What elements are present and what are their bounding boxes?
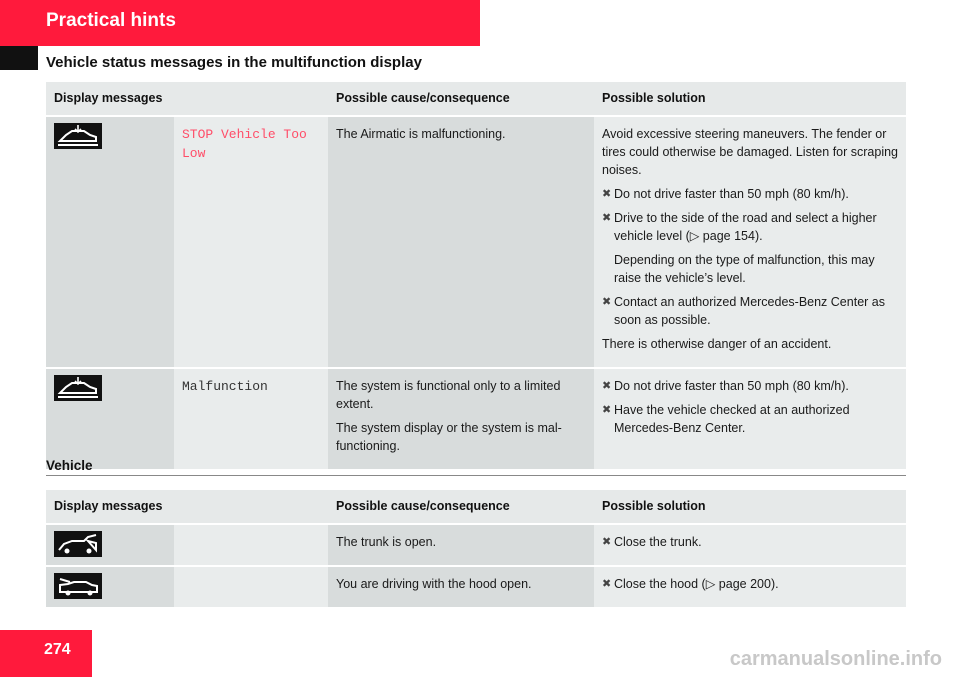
cause-text: The system display or the system is mal-functioning. [336, 421, 562, 453]
solution-cell [594, 369, 906, 469]
solution-step-text: Close the trunk. [614, 535, 702, 549]
solution-step [602, 401, 898, 437]
solution-step-text: Have the vehicle checked at an authorized Mercedes-Benz Center. [614, 403, 850, 435]
bullet-icon: ✖ [602, 536, 612, 548]
cause-cell [328, 369, 594, 469]
table-row [46, 369, 906, 469]
cause-text: The Airmatic is malfunctioning. [336, 127, 506, 141]
bullet-icon: ✖ [602, 212, 612, 224]
status-table [46, 80, 906, 471]
page-number: 274 [44, 641, 71, 658]
solution-step [602, 185, 898, 203]
solution-step [602, 377, 898, 395]
section-title: Vehicle status messages in the multifunction display [46, 54, 422, 71]
cause-cell [328, 567, 594, 607]
bullet-icon: ✖ [602, 404, 612, 416]
message-cell [174, 567, 328, 607]
solution-step-text: Contact an authorized Mercedes-Benz Center as soon as possible. [614, 295, 885, 327]
bullet-icon: ✖ [602, 578, 612, 590]
message-cell [174, 369, 328, 469]
header-display-messages: Display messages [46, 490, 328, 523]
solution-step-text: Drive to the side of the road and select a higher vehicle level (▷ page 154). [614, 211, 877, 243]
icon-cell [46, 117, 174, 367]
message-stop-vehicle-too-low: STOP Vehicle Too Low [182, 127, 307, 161]
solution-step-text: Do not drive faster than 50 mph (80 km/h). [614, 187, 849, 201]
icon-cell [46, 567, 174, 607]
header-display-messages: Display messages [46, 82, 328, 115]
header-possible-cause: Possible cause/consequence [328, 490, 594, 523]
cause-cell [328, 525, 594, 565]
solution-cell [594, 567, 906, 607]
solution-step [602, 293, 898, 329]
vehicle-level-low-icon [54, 123, 166, 149]
icon-cell [46, 369, 174, 469]
cause-cell [328, 117, 594, 367]
trunk-open-icon [54, 531, 166, 557]
watermark: carmanualsonline.info [729, 648, 942, 670]
icon-cell [46, 525, 174, 565]
sub-heading-vehicle: Vehicle [46, 458, 906, 476]
solution-outro: There is otherwise danger of an accident. [602, 337, 832, 351]
bullet-icon: ✖ [602, 380, 612, 392]
message-cell [174, 525, 328, 565]
table-row [46, 567, 906, 607]
cause-text: The system is functional only to a limited extent. [336, 379, 561, 411]
table-header-row [46, 82, 906, 115]
vehicle-level-malfunction-icon [54, 375, 166, 401]
cause-text: You are driving with the hood open. [336, 577, 532, 591]
solution-cell [594, 117, 906, 367]
solution-step [602, 575, 898, 593]
bullet-icon: ✖ [602, 296, 612, 308]
table-row [46, 117, 906, 367]
bullet-icon: ✖ [602, 188, 612, 200]
table-header-row [46, 490, 906, 523]
solution-step [602, 533, 898, 551]
vehicle-table [46, 488, 906, 609]
header-title: Practical hints [46, 10, 176, 31]
header-possible-solution: Possible solution [594, 490, 906, 523]
solution-step [602, 209, 898, 245]
solution-note: Depending on the type of malfunction, this may raise the vehicle’s level. [614, 253, 875, 285]
hood-open-icon [54, 573, 166, 599]
cause-text: The trunk is open. [336, 535, 437, 549]
header-possible-cause: Possible cause/consequence [328, 82, 594, 115]
header-possible-solution: Possible solution [594, 82, 906, 115]
table-row [46, 525, 906, 565]
message-malfunction: Malfunction [182, 379, 268, 394]
solution-step-text: Do not drive faster than 50 mph (80 km/h). [614, 379, 849, 393]
solution-cell [594, 525, 906, 565]
black-tab [0, 46, 38, 70]
solution-step-text: Close the hood (▷ page 200). [614, 577, 779, 591]
message-cell [174, 117, 328, 367]
solution-intro: Avoid excessive steering maneuvers. The fender or tires could otherwise be damaged. Listen for scraping noises. [602, 127, 898, 177]
